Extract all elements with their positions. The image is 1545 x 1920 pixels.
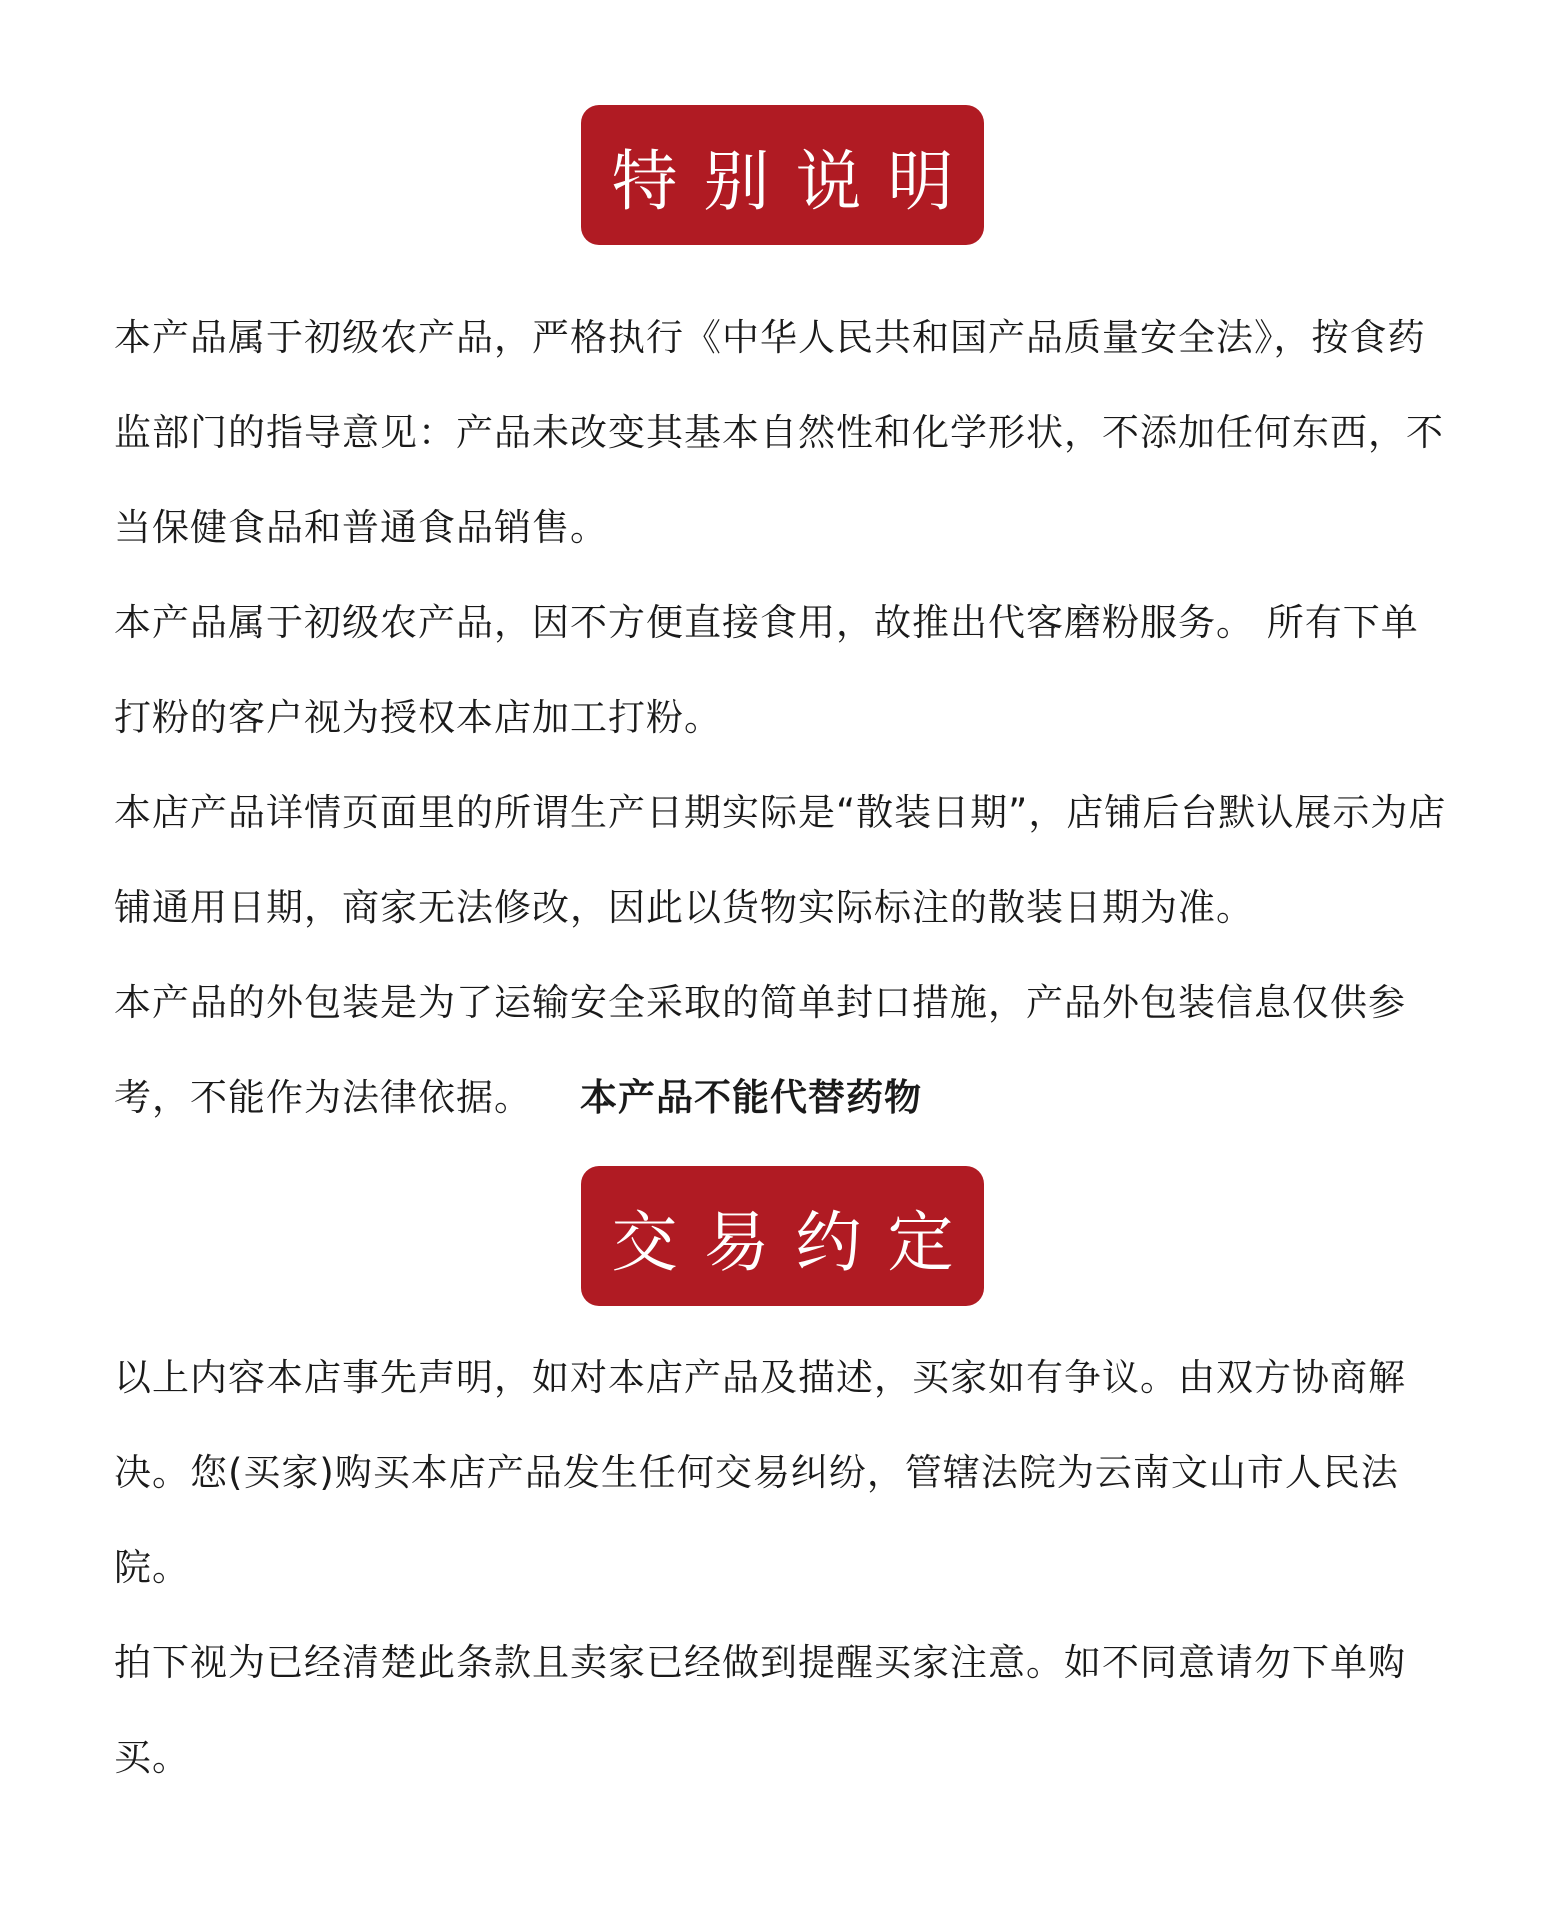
special-notice-paragraph-4 [114,955,1454,1145]
special-notice-paragraph-2: 本产品属于初级农产品，因不方便直接食用，故推出代客磨粉服务。 所有下单打粉的客户视为授权本店加工打粉。 [114,601,1419,739]
special-notice-body [114,290,1454,1145]
special-notice-title: 特别说明 [581,105,984,245]
trade-agreement-title: 交易约定 [581,1166,984,1306]
packaging-disclaimer: 本产品的外包装是为了运输安全采取的简单封口措施，产品外包装信息仅供参考，不能作为法律依据。 [114,981,1406,1119]
trade-agreement-paragraph-1: 以上内容本店事先声明，如对本店产品及描述，买家如有争议。由双方协商解决。您(买家)购买本店产品发生任何交易纠纷，管辖法院为云南文山市人民法院。 [114,1356,1406,1589]
special-notice-paragraph-3: 本店产品详情页面里的所谓生产日期实际是“散装日期”，店铺后台默认展示为店铺通用日期，商家无法修改，因此以货物实际标注的散装日期为准。 [114,791,1447,929]
not-medicine-warning: 本产品不能代替药物 [580,1076,922,1119]
special-notice-paragraph-1: 本产品属于初级农产品，严格执行《中华人民共和国产品质量安全法》，按食药监部门的指导意见：产品未改变其基本自然性和化学形状，不添加任何东西，不当保健食品和普通食品销售。 [114,316,1444,549]
trade-agreement-body [114,1330,1454,1805]
trade-agreement-paragraph-2: 拍下视为已经清楚此条款且卖家已经做到提醒买家注意。如不同意请勿下单购买。 [114,1641,1406,1779]
